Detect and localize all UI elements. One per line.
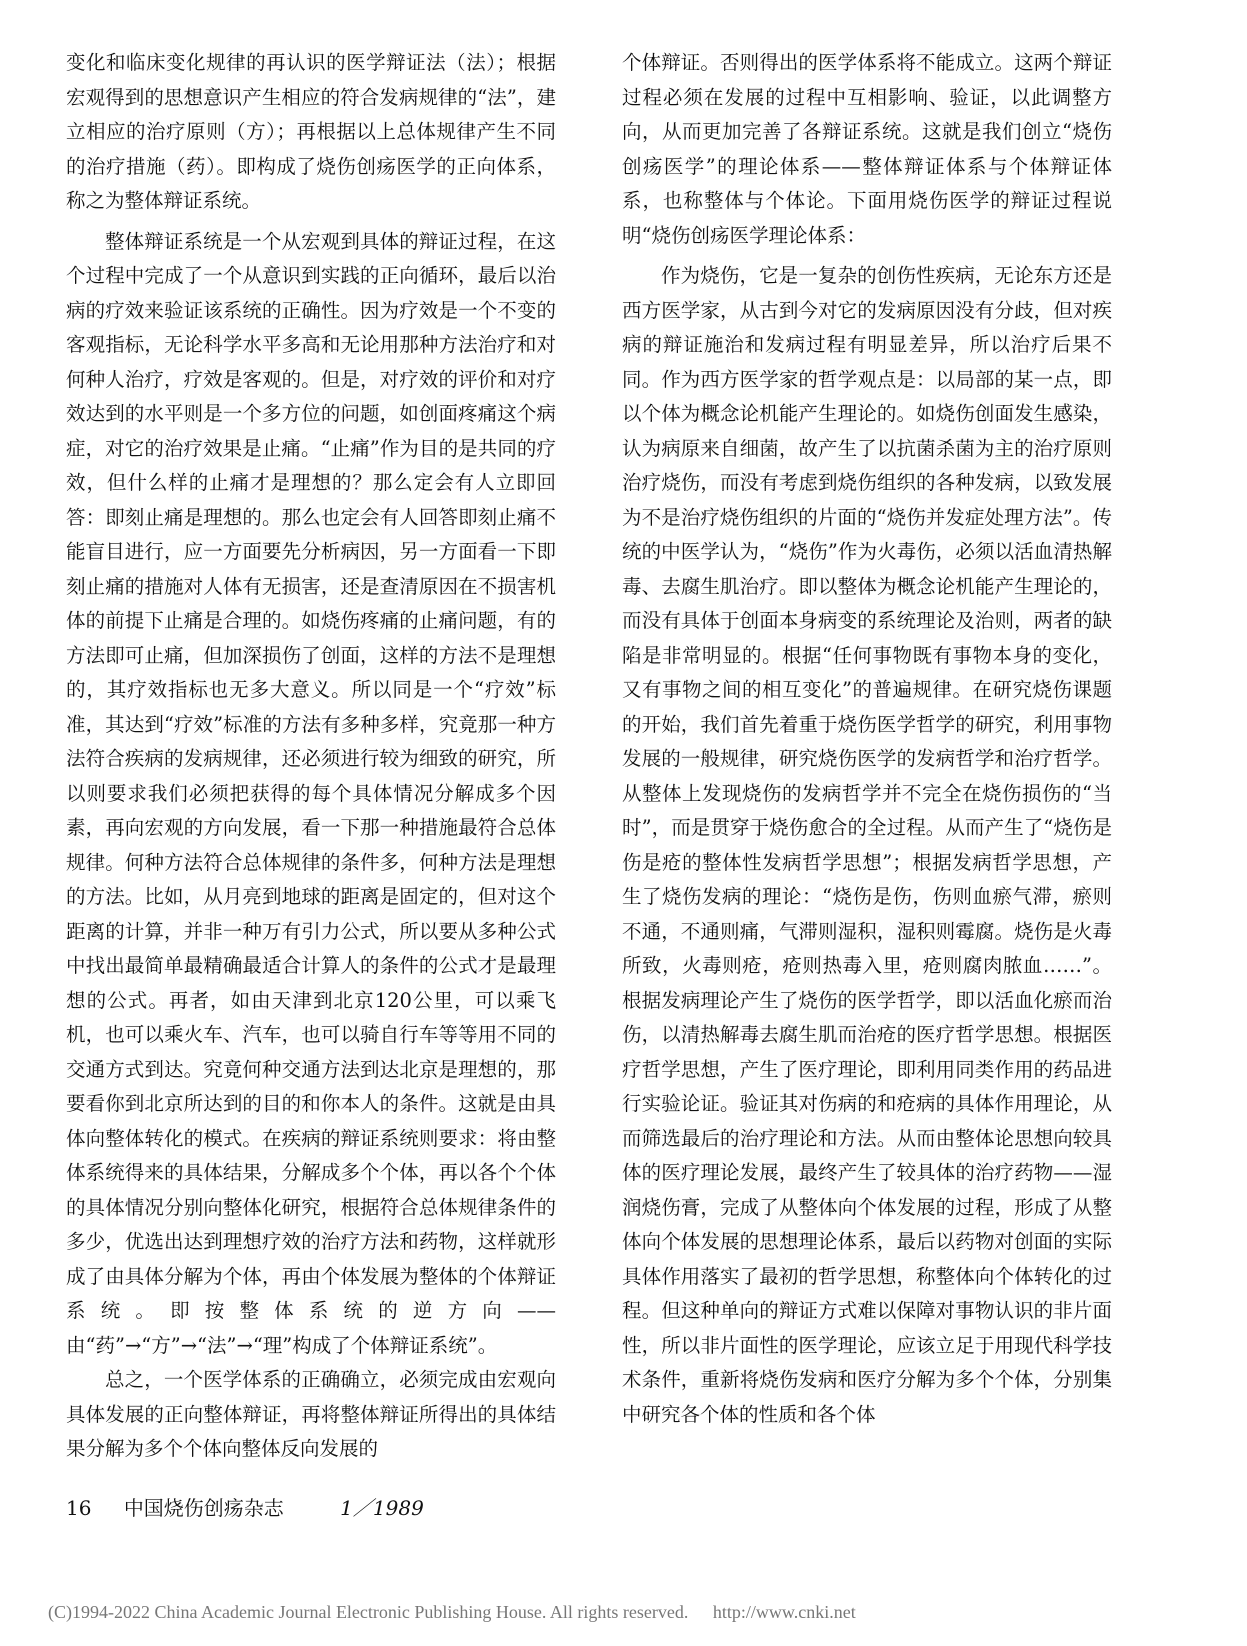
copyright-line bbox=[48, 1602, 856, 1623]
journal-name: 中国烧伤创疡杂志 bbox=[123, 1496, 284, 1520]
left-paragraph-1: 变化和临床变化规律的再认识的医学辩证法（法）；根据宏观得到的思想意识产生相应的符合发病规律的“法”，建立相应的治疗原则（方）；再根据以上总体规律产生不同的治疗措施（药）。即构成了烧伤创疡医学的正向体系，称之为整体辩证系统。 bbox=[66, 51, 556, 212]
right-paragraph-2: 作为烧伤，它是一复杂的创伤性疾病，无论东方还是西方医学家，从古到今对它的发病原因没有分歧，但对疾病的辩证施治和发病过程有明显差异，所以治疗后果不同。作为西方医学家的哲学观点是：以局部的某一点，即以个体为概念论机能产生理论的。如烧伤创面发生感染，认为病原来自细菌，故产生了以抗菌杀菌为主的治疗原则治疗烧伤，而没有考虑到烧伤组织的各种发病，以致发展为不是治疗烧伤组织的片面的“烧伤并发症处理方法”。传统的中医学认为，“烧伤”作为火毒伤，必须以活血清热解毒、去腐生肌治疗。即以整体为概念论机能产生理论的，而没有具体于创面本身病变的系统理论及治则，两者的缺陷是非常明显的。根据“任何事物既有事物本身的变化，又有事物之间的相互变化”的普遍规律。在研究烧伤课题的开始，我们首先着重于烧伤医学哲学的研究，利用事物发展的一般规律，研究烧伤医学的发病哲学和治疗哲学。从整体上发现烧伤的发病哲学并不完全在烧伤损伤的“当时”，而是贯穿于烧伤愈合的全过程。从而产生了“烧伤是伤是疮的整体性发病哲学思想”；根据发病哲学思想，产生了烧伤发病的理论：“烧伤是伤，伤则血瘀气滞，瘀则不通，不通则痛，气滞则湿积，湿积则霉腐。烧伤是火毒所致，火毒则疮，疮则热毒入里，疮则腐肉脓血……”。根据发病理论产生了烧伤的医学哲学，即以活血化瘀而治伤，以清热解毒去腐生肌而治疮的医疗哲学思想。根据医疗哲学思想，产生了医疗理论，即利用同类作用的药品进行实验论证。验证其对伤病的和疮病的具体作用理论，从而筛选最后的治疗理论和方法。从而由整体论思想向较具体的医疗理论发展，最终产生了较具体的治疗药物——湿润烧伤膏，完成了从整体向个体发展的过程，形成了从整体向个体发展的思想理论体系，最后以药物对创面的实际具体作用落实了最初的哲学思想，称整体向个体转化的过程。但这种单向的辩证方式难以保障对事物认识的非片面性，所以非片面性的医学理论，应该立足于用现代科学技术条件，重新将烧伤发病和医疗分解为多个个体，分别集中研究各个体的性质和各个体 bbox=[622, 264, 1112, 1426]
copyright-notice: (C)1994-2022 China Academic Journal Electronic Publishing House. All rights reserved. bbox=[48, 1602, 689, 1622]
left-paragraph-2: 整体辩证系统是一个从宏观到具体的辩证过程，在这个过程中完成了一个从意识到实践的正向循环，最后以治病的疗效来验证该系统的正确性。因为疗效是一个不变的客观指标，无论科学水平多高和无论用那种方法治疗和对何种人治疗，疗效是客观的。但是，对疗效的评价和对疗效达到的水平则是一个多方位的问题，如创面疼痛这个病症，对它的治疗效果是止痛。“止痛”作为目的是共同的疗效，但什么样的止痛才是理想的？那么定会有人立即回答：即刻止痛是理想的。那么也定会有人回答即刻止痛不能盲目进行，应一方面要先分析病因，另一方面看一下即刻止痛的措施对人体有无损害，还是查清原因在不损害机体的前提下止痛是合理的。如烧伤疼痛的止痛问题，有的方法即可止痛，但加深损伤了创面，这样的方法不是理想的，其疗效指标也无多大意义。所以同是一个“疗效”标准，其达到“疗效”标准的方法有多种多样，究竟那一种方法符合疾病的发病规律，还必须进行较为细致的研究，所以则要求我们必须把获得的每个具体情况分解成多个因素，再向宏观的方向发展，看一下那一种措施最符合总体规律。何种方法符合总体规律的条件多，何种方法是理想的方法。比如，从月亮到地球的距离是固定的，但对这个距离的计算，并非一种万有引力公式，所以要从多种公式中找出最简单最精确最适合计算人的条件的公式才是最理想的公式。再者，如由天津到北京120公里，可以乘飞机，也可以乘火车、汽车，也可以骑自行车等等用不同的交通方式到达。究竟何种交通方法到达北京是理想的，那要看你到北京所达到的目的和你本人的条件。这就是由具体向整体转化的模式。在疾病的辩证系统则要求：将由整体系统得来的具体结果，分解成多个个体，再以各个个体的具体情况分别向整体化研究，根据符合总体规律条件的多少，优选出达到理想疗效的治疗方法和药物，这样就形成了由具体分解为个体，再由个体发展为整体的个体辩证系统。即按整体系统的逆方向——由“药”→“方”→“法”→“理”构成了个体辩证系统”。 bbox=[66, 229, 556, 1357]
copyright-url: http://www.cnki.net bbox=[712, 1602, 856, 1622]
right-column bbox=[622, 46, 1112, 1432]
right-paragraph-1: 个体辩证。否则得出的医学体系将不能成立。这两个辩证过程必须在发展的过程中互相影响、验证，以此调整方向，从而更加完善了各辩证系统。这就是我们创立“烧伤创疡医学”的理论体系——整体辩证体系与个体辩证体系，也称整体与个体论。下面用烧伤医学的辩证过程说明“烧伤创疡医学理论体系： bbox=[622, 51, 1112, 247]
issue-number: 1／1989 bbox=[340, 1496, 424, 1520]
left-paragraph-3: 总之，一个医学体系的正确确立，必须完成由宏观向具体发展的正向整体辩证，再将整体辩证所得出的具体结果分解为多个个体向整体反向发展的 bbox=[66, 1368, 556, 1460]
left-column bbox=[66, 46, 556, 1467]
page-footer bbox=[66, 1492, 424, 1521]
page-number: 16 bbox=[66, 1496, 92, 1520]
